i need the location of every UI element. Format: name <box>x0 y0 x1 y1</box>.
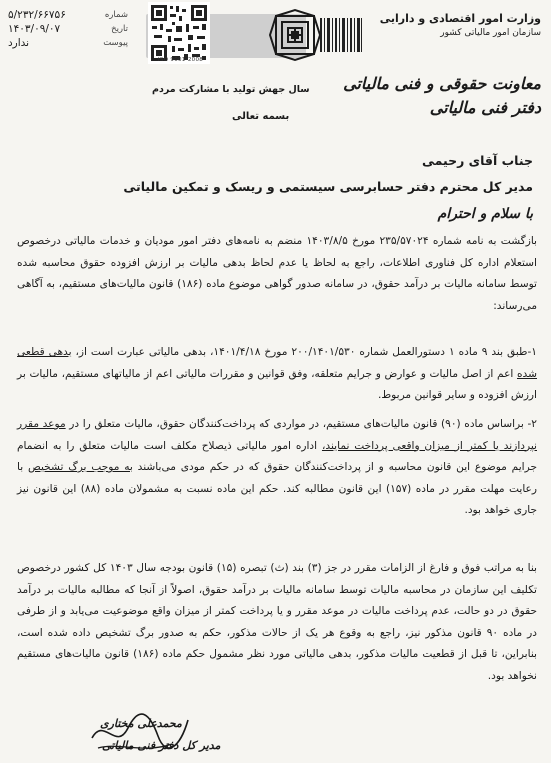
handwritten-signature-icon <box>88 708 192 760</box>
deputy-header <box>341 72 541 120</box>
addressee-title: مدیر کل محترم دفتر حسابرسی سیستمی و ریسک و تمکین مالیاتی <box>123 179 533 194</box>
organization-name: سازمان امور مالیاتی کشور <box>440 28 541 38</box>
attachment-label: پیوست <box>103 38 128 48</box>
item-1-emphasis: بدهی قطعی شده <box>17 346 537 380</box>
year-motto: سال جهش تولید با مشارکت مردم <box>152 84 310 95</box>
ref-number-label: شماره <box>104 10 128 20</box>
item-1-text-a: ۱-طبق بند ۹ ماده ۱ دستورالعمل شماره ۲۰۰/۱۴۰۱/۵۳۰ مورخ ۱۴۰۱/۴/۱۸، بدهی مالیاتی عبارت است از، <box>75 346 537 358</box>
paragraph-intro: بازگشت به نامه شماره ۲۳۵/۵۷۰۲۴ مورخ ۱۴۰۳/۸/۵ منضم به نامه‌های دفتر امور مودیان و خدمات مالیاتی درخصوص استعلام اداره کل فناوری اطلاعات، راجع به لحاظ یا عدم لحاظ بدهی مالیات بر ارزش افزوده حقوق محاسبه شده توسط سامانه مالیات بر درآمد حقوق، در سامانه صدور گواهی موضوع ماده (۱۸۶) قانون مالیات‌های مستقیم، به آگاهی می‌رساند: <box>17 235 537 312</box>
signatory-name: محمدعلی مختاری <box>100 717 182 730</box>
item-2-emphasis-a: موعد مقرر نپردازند یا کمتر از میزان واقعی پرداخت نمایند، <box>17 418 537 452</box>
date-value: ۱۴۰۳/۰۹/۰۷ <box>8 23 61 35</box>
item-2-text-c: با رعایت مهلت مقرر در ماده (۱۵۷) این قانون مطالبه کند. حکم این ماده نسبت به مشمولان ماده (۸۸) این قانون نیز جاری خواهد بود. <box>17 461 537 516</box>
date-label: تاریخ <box>111 24 128 34</box>
paragraph-item-1 <box>17 342 537 407</box>
deputy-name: معاونت حقوقی و فنی مالیاتی <box>343 74 541 93</box>
iso-label: ISO 9001-2008 <box>158 57 204 63</box>
reference-block <box>8 8 128 50</box>
office-name: دفتر فنی مالیاتی <box>429 98 541 117</box>
besmeh: بسمه تعالی <box>232 111 290 122</box>
item-2-emphasis-b: به موجب برگ تشخیص <box>28 461 133 473</box>
addressee-block <box>73 148 533 200</box>
signatory-title: مدیر کل دفتر فنی مالیاتی <box>102 739 221 752</box>
ministry-name: وزارت امور اقتصادی و دارایی <box>379 12 541 25</box>
attachment-value: ندارد <box>8 37 30 49</box>
ministry-header <box>351 11 541 41</box>
paragraph-conclusion: بنا به مراتب فوق و فارغ از الزامات مقرر در جز (۳) بند (ث) تبصره (۱۵) قانون بودجه سال ۱۴۰۳ کل کشور درخصوص تکلیف این سازمان در محاسبه مالیات توسط سامانه مالیات بر درآمد حقوق، اصولاً از آنجا که مطالبه مالیات بر درآمد حقوق در دو حالت، عدم پرداخت مالیات در موعد مقرر و یا پرداخت کمتر از میزان واقع موضوعیت می‌یابد و از طرفی در ماده ۹۰ قانون مذکور نیز، راجع به وقوع هر یک از حالات مذکور، حکم به صدور برگ تشخیص داده شده است، بنابراین، تا قبل از قطعیت مالیات مذکور، بدهی مالیاتی مورد نظر مشمول حکم ماده (۱۸۶) قانون مالیات‌های مستقیم نخواهد بود. <box>17 562 537 682</box>
item-2-text-a: ۲- براساس ماده (۹۰) قانون مالیات‌های مستقیم، در مواردی که پرداخت‌کنندگان حقوق، مالیات متعلق را در <box>69 418 537 430</box>
ref-number: ۵/۲۳۲/۶۶۷۵۶ <box>8 9 66 21</box>
item-2-text-b: اداره امور مالیاتی ذیصلاح مکلف است مالیات متعلق را به انضمام جرایم موضوع این قانون محاسبه و از پرداخت‌کنندگان حقوق که در حکم مودی می‌باشند <box>17 439 537 473</box>
qr-code-icon <box>148 2 210 64</box>
paragraph-item-2 <box>17 414 537 522</box>
salutation: با سلام و احترام <box>437 206 533 222</box>
item-1-text-b: اعم از اصل مالیات و عوارض و جرایم متعلقه، وفق قوانین و مقررات مالیاتی اعم از مالیاتهای مستقیم، مالیات بر ارزش افزوده و سایر قوانین مربوط. <box>17 367 537 401</box>
addressee-name: جناب آقای رحیمی <box>421 153 533 168</box>
